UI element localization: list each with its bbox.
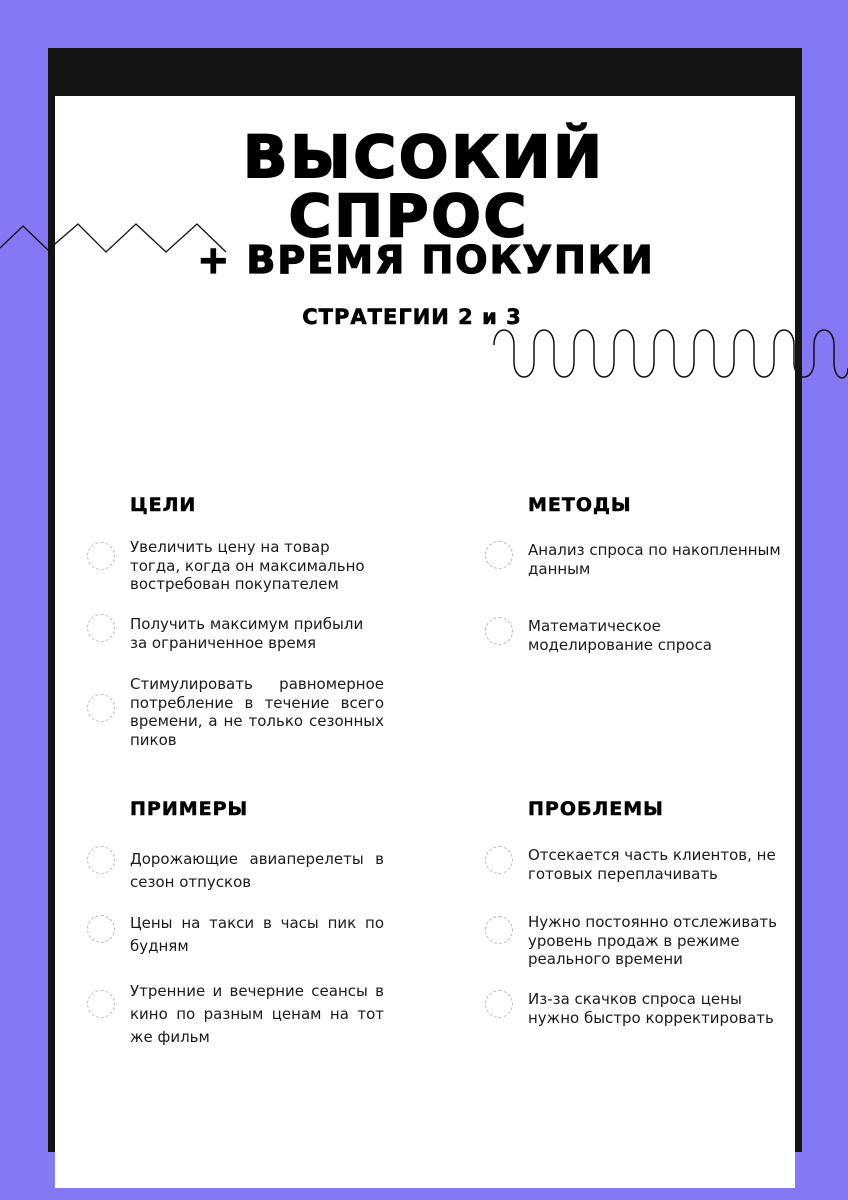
list-item-text: Цены на такси в часы пик по будням — [130, 914, 384, 955]
bullet-circle-icon — [87, 694, 115, 722]
title-line-2: СПРОС — [288, 182, 530, 250]
bullet-circle-icon — [485, 617, 513, 645]
problems-heading: ПРОБЛЕМЫ — [528, 798, 664, 820]
list-item-text: Отсекается часть клиентов, не готовых переплачивать — [528, 846, 776, 883]
list-item-text: Стимулировать равномерное потребление в течение всего времени, а не только сезонных пиков — [130, 675, 384, 749]
problems-section — [528, 798, 828, 1027]
bullet-circle-icon — [485, 541, 513, 569]
examples-heading: ПРИМЕРЫ — [130, 798, 249, 820]
list-item-text: Нужно постоянно отслеживать уровень продаж в режиме реального времени — [528, 913, 778, 968]
title-line-1: ВЫСОКИЙ — [243, 123, 605, 191]
goals-heading: ЦЕЛИ — [130, 494, 197, 516]
list-item-text: Математическое моделирование спроса — [528, 617, 712, 654]
list-item-text: Дорожающие авиаперелеты в сезон отпусков — [130, 850, 384, 891]
list-item-text: Из-за скачков спроса цены нужно быстро корректировать — [528, 990, 774, 1027]
bullet-circle-icon — [87, 614, 115, 642]
methods-section — [528, 494, 828, 654]
bullet-circle-icon — [87, 990, 115, 1018]
bullet-circle-icon — [485, 916, 513, 944]
examples-section — [130, 798, 430, 1046]
bullet-circle-icon — [87, 846, 115, 874]
bullet-circle-icon — [485, 846, 513, 874]
list-item-text: Получить максимум прибыли за ограниченное время — [130, 615, 364, 652]
title-line-3: + ВРЕМЯ ПОКУПКИ — [197, 238, 655, 282]
goals-section — [130, 494, 430, 749]
bullet-circle-icon — [87, 915, 115, 943]
list-item-text: Анализ спроса по накопленным данным — [528, 541, 781, 578]
methods-heading: МЕТОДЫ — [528, 494, 632, 516]
bullet-circle-icon — [485, 990, 513, 1018]
list-item-text: Увеличить цену на товар тогда, когда он максимально востребован покупателем — [130, 538, 365, 593]
subtitle: СТРАТЕГИИ 2 и 3 — [302, 305, 522, 329]
bullet-circle-icon — [87, 542, 115, 570]
list-item-text: Утренние и вечерние сеансы в кино по разным ценам на тот же фильм — [130, 982, 384, 1046]
